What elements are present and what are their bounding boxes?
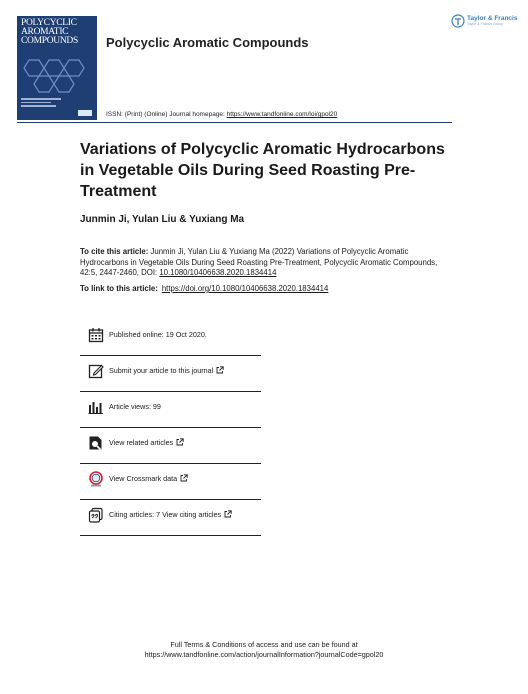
citation-doi-link[interactable]: 10.1080/10406638.2020.1834414	[159, 268, 277, 277]
taylor-francis-logo-icon	[451, 14, 465, 28]
issn-line	[106, 111, 337, 118]
citing-articles-text: Citing articles: 7 View citing articles	[109, 510, 222, 519]
external-link-icon	[180, 474, 188, 482]
citing-articles-icon	[88, 507, 104, 523]
related-articles-text: View related articles	[109, 438, 174, 447]
article-link-line	[80, 284, 328, 293]
hexagon-pattern-icon	[17, 54, 97, 94]
external-link-icon	[216, 366, 224, 374]
journal-name[interactable]: Polycyclic Aromatic Compounds	[106, 35, 309, 50]
cover-text-lines	[21, 98, 61, 109]
cover-badge	[78, 110, 92, 116]
edit-icon	[88, 363, 104, 379]
cover-title-line: AROMATIC	[21, 27, 69, 37]
cover-title-line: POLYCYCLIC	[21, 18, 77, 28]
publisher-logo-text: Taylor & Francis	[467, 15, 518, 22]
calendar-icon	[88, 327, 104, 343]
citation-label: To cite this article:	[80, 247, 149, 256]
published-online-label: Published online: 19 Oct 2020.	[109, 330, 207, 339]
citation-block	[80, 247, 450, 279]
bar-chart-icon	[88, 399, 104, 415]
related-articles-item[interactable]	[80, 428, 261, 464]
issn-label: ISSN: (Print) (Online) Journal homepage:	[106, 111, 225, 118]
article-views-item	[80, 392, 261, 428]
related-articles-label[interactable]	[109, 438, 184, 447]
metric-divider	[80, 535, 261, 536]
external-link-icon	[224, 510, 232, 518]
external-link-icon	[176, 438, 184, 446]
publisher-logo[interactable]	[451, 14, 518, 33]
footer-terms-link[interactable]: https://www.tandfonline.com/action/journalInformation?journalCode=gpol20	[144, 650, 384, 659]
cover-title	[21, 19, 95, 46]
footer	[0, 640, 528, 660]
published-online-item	[80, 320, 261, 356]
journal-homepage-link[interactable]: https://www.tandfonline.com/loi/gpol20	[226, 111, 338, 118]
citing-articles-item[interactable]	[80, 500, 261, 536]
article-doi-link[interactable]: https://doi.org/10.1080/10406638.2020.1834414	[161, 284, 329, 293]
header-divider	[17, 122, 452, 123]
article-title: Variations of Polycyclic Aromatic Hydrocarbons in Vegetable Oils During Seed Roasting Pre-Treatment	[80, 141, 445, 200]
journal-cover-thumbnail[interactable]	[17, 16, 97, 120]
related-articles-icon	[88, 435, 104, 451]
footer-terms-text: Full Terms & Conditions of access and use can be found at	[170, 640, 358, 649]
publisher-logo-subtext: Taylor & Francis Group	[467, 22, 503, 26]
submit-article-text: Submit your article to this journal	[109, 366, 214, 375]
citing-articles-label[interactable]	[109, 510, 232, 519]
article-authors: Junmin Ji, Yulan Liu & Yuxiang Ma	[80, 214, 245, 225]
crossmark-label[interactable]	[109, 474, 188, 483]
crossmark-icon	[88, 471, 104, 487]
citation-text: Junmin Ji, Yulan Liu & Yuxiang Ma (2022) Variations of Polycyclic Aromatic Hydrocarbons in Vegetable Oils During Seed Roasting Pre-Treatment, Polycyclic Aromatic Compounds, 42:5, 2447-2460, DOI:	[80, 247, 438, 277]
article-views-label: Article views: 99	[109, 402, 161, 411]
submit-article-item[interactable]	[80, 356, 261, 392]
submit-article-label[interactable]	[109, 366, 224, 375]
crossmark-item[interactable]	[80, 464, 261, 500]
crossmark-text: View Crossmark data	[109, 474, 178, 483]
cover-title-line: COMPOUNDS	[21, 36, 78, 46]
article-link-label: To link to this article:	[80, 284, 158, 293]
